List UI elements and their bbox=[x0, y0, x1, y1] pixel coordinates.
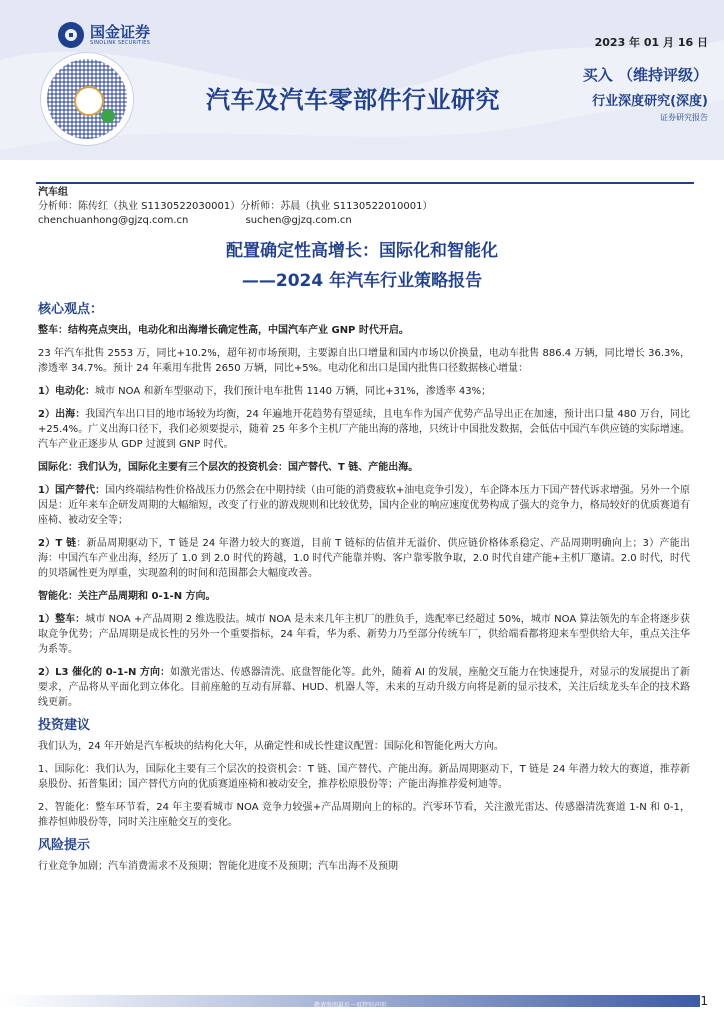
analyst-names: 分析师：陈传红（执业 S1130522030001）分析师：苏晨（执业 S1130522010001） bbox=[38, 201, 433, 212]
core-para-9: 1）整车：城市 NOA +产品周期 2 维选股法。城市 NOA 是未来几年主机厂的胜负手，选配率已经超过 50%，城市 NOA 算法领先的车企将逐步获取竞争优势；产品周期是成长性的另外一个重要指标，24 年看，华为系、新势力乃至部分传统车厂，供给端看都将迎来车型供给大年，重点关注华为系等。 bbox=[38, 614, 690, 655]
logo-en: SINOLINK SECURITIES bbox=[90, 40, 151, 46]
core-para-6: 1）国产替代：国内终端结构性价格战压力仍然会在中期持续（由可能的消费疲软+油电竞争引发），车企降本压力下国产替代诉求增强。另外一个原因是：近年来车企研发周期的大幅缩短，改变了行业的游戏规则和比较优势，国内企业的响应速度优势构成了强大的竞争力，格局较好的优质赛道有座椅、被动安全等； bbox=[38, 485, 690, 526]
invest-para-1: 我们认为，24 年开始是汽车板块的结构化大年，从确定性和成长性建议配置：国际化和智能化两大方向。 bbox=[38, 741, 504, 752]
divider-line bbox=[36, 182, 694, 184]
core-para-1: 整车：结构亮点突出，电动化和出海增长确定性高，中国汽车产业 GNP 时代开启。 bbox=[38, 325, 409, 336]
report-date: 2023 年 01 月 16 日 bbox=[594, 36, 708, 49]
core-heading: 核心观点： bbox=[38, 302, 104, 317]
core-para-3: 1）电动化：城市 NOA 和新车型驱动下，我们预计电车批售 1140 万辆，同比+31%，渗透率 43%； bbox=[38, 386, 492, 397]
core-para-5: 国际化：我们认为，国际化主要有三个层次的投资机会：国产替代、T 链、产能出海。 bbox=[38, 462, 419, 473]
report-title bbox=[0, 236, 724, 296]
industry-title: 汽车及汽车零部件行业研究 bbox=[206, 86, 500, 114]
risk-heading: 风险提示 bbox=[38, 838, 91, 853]
core-para-4: 2）出海：我国汽车出口目的地市场较为均衡，24 年遍地开花趋势有望延续，且电车作为国产优势产品导出正在加速，预计出口量 480 万台，同比+25.4%。广义出海口径下，我们必须要提示，随着 25 年多个主机厂产能出海的落地，只统计中国批发数据，会低估中国汽车供应链的实际增速。汽车产业正逐步从 GDP 过渡到 GNP 时代。 bbox=[38, 409, 690, 450]
core-para-2: 23 年汽车批售 2553 万，同比+10.2%，超年初市场预期，主要源自出口增量和国内市场以价换量，电动车批售 886.4 万辆，同比增长 36.3%，渗透率 34.7%。预计 24 年乘用车批售 2650 万辆，同比+5%。电动化和出口是国内批售口径数据核心增量： bbox=[38, 348, 690, 374]
analyst-group: 汽车组 bbox=[38, 187, 68, 198]
report-title-line1: 配置确定性高增长：国际化和智能化 bbox=[226, 241, 498, 261]
company-logo bbox=[58, 22, 150, 48]
invest-para-2: 1、国际化：我们认为，国际化主要有三个层次的投资机会：T 链、国产替代、产能出海。新品周期驱动下，T 链是 24 年潜力较大的赛道，推荐新泉股份、拓普集团；国产替代方向的优质赛道座椅和被动安全，推荐松原股份等；产能出海推荐爱柯迪等。 bbox=[38, 764, 690, 790]
analyst-info bbox=[38, 186, 432, 228]
logo-mark-icon bbox=[58, 22, 84, 48]
footer-disclaimer: 敬请参阅最后一页特别声明 bbox=[313, 1002, 386, 1009]
page-number: 1 bbox=[700, 994, 708, 1008]
rating: 买入 （维持评级） bbox=[582, 66, 708, 84]
qr-code-icon bbox=[40, 52, 134, 146]
invest-heading: 投资建议 bbox=[38, 718, 91, 733]
report-type: 行业深度研究(深度) bbox=[592, 94, 708, 109]
invest-para-3: 2、智能化：整车环节看，24 年主要看城市 NOA 竞争力较强+产品周期向上的标的。汽零环节看，关注激光雷达、传感器清洗赛道 1-N 和 0-1，推荐恒帅股份等，同时关注座舱交互的变化。 bbox=[38, 802, 690, 828]
report-body bbox=[38, 302, 690, 882]
header-banner bbox=[0, 0, 724, 160]
analyst-emails: chenchuanhong@gjzq.com.cn suchen@gjzq.com.cn bbox=[38, 215, 352, 226]
core-para-10: 2）L3 催化的 0-1-N 方向：如激光雷达、传感器清洗、底盘智能化等。此外，随着 AI 的发展，座舱交互能力在快速提升，对显示的发展提出了新要求，产品将从平面化到立体化。目前座舱的互动有屏幕、HUD、机器人等，未来的互动升级方向将是新的显示技术，关注后续龙头车企的技术路线更新。 bbox=[38, 667, 690, 708]
risk-para-1: 行业竞争加剧；汽车消费需求不及预期；智能化进度不及预期；汽车出海不及预期 bbox=[38, 861, 398, 872]
logo-cn: 国金证券 bbox=[90, 23, 151, 41]
core-para-8: 智能化：关注产品周期和 0-1-N 方向。 bbox=[38, 591, 216, 602]
core-para-7: 2）T 链：新品周期驱动下，T 链是 24 年潜力较大的赛道，目前 T 链标的估值并无溢价、供应链价格体系稳定、产品周期明确向上；3）产能出海：中国汽车产业出海，经历了 1.0 到 2.0 时代的跨越，1.0 时代产能靠并购、客户靠零散争取，2.0 时代自建产能+主机厂邀请。2.0 时代，时代的贝塔属性更为厚重，实现盈利的时间和范围都会大幅度改善。 bbox=[38, 538, 690, 579]
report-subtype: 证券研究报告 bbox=[660, 113, 708, 122]
report-title-line2: ——2024 年汽车行业策略报告 bbox=[241, 271, 483, 291]
